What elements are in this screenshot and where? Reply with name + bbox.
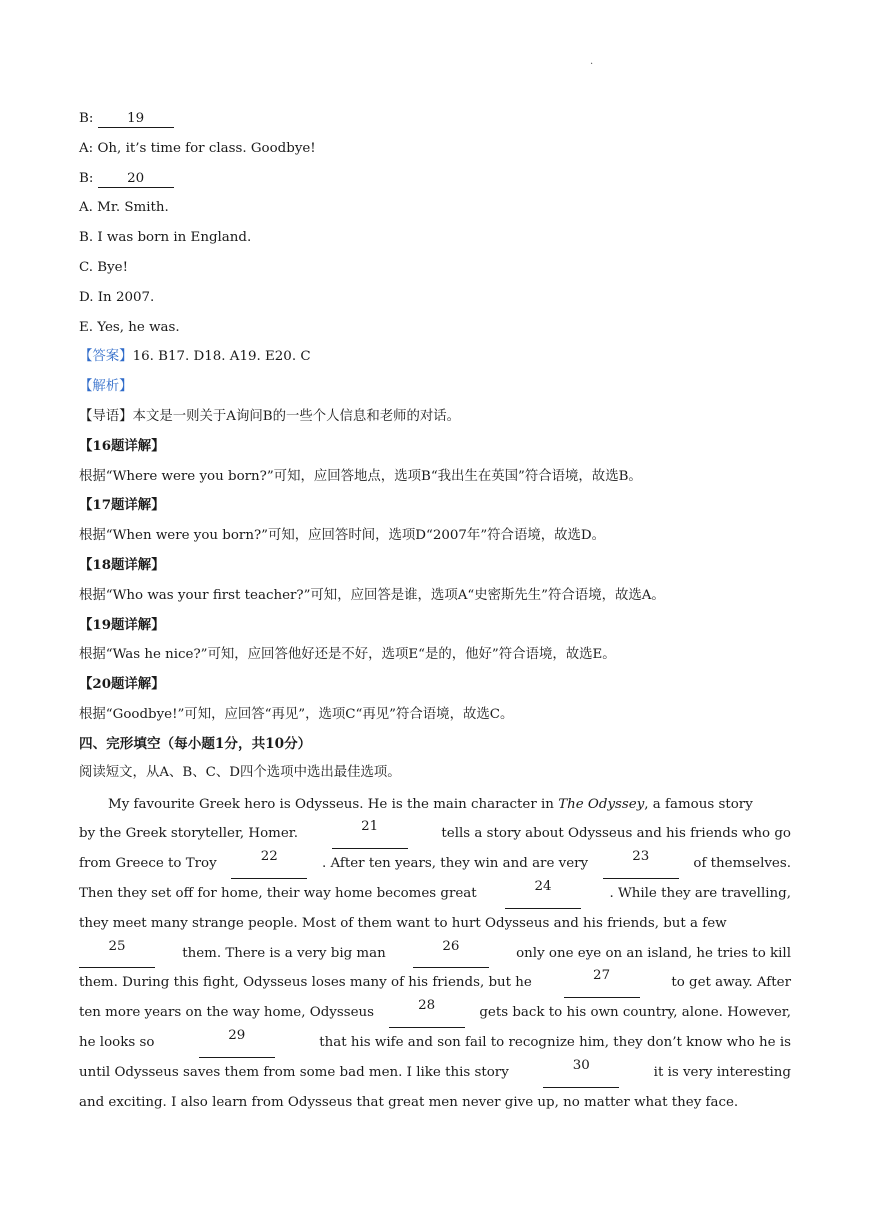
passage-line-4: [79, 879, 791, 909]
detail-16-text: 根据“Where were you born?”可知，应回答地点，选项B“我出生在英国”符合语境，故选B。: [79, 468, 642, 484]
detail-17-title: 【17题详解】: [79, 497, 165, 514]
passage-line-3: [79, 849, 791, 879]
passage-line-2: [79, 819, 791, 849]
dialogue-text: Oh, it’s time for class. Goodbye!: [97, 140, 316, 156]
detail-19-text: 根据“Was he nice?”可知，应回答他好还是不好，选项E“是的，他好”符合语境，故选E。: [79, 647, 616, 663]
passage-text: gets back to his own country, alone. However,: [479, 1005, 791, 1021]
detail-20-text: 根据“Goodbye!”可知，应回答“再见”，选项C“再见”符合语境，故选C。: [79, 706, 514, 722]
passage-text: from Greece to Troy: [79, 856, 217, 872]
option-a: A. Mr. Smith.: [79, 200, 169, 216]
blank-27: 27: [564, 968, 640, 998]
blank-26: 26: [413, 939, 489, 969]
passage-text: them. There is a very big man: [182, 945, 386, 961]
passage-line-6: [79, 939, 791, 969]
passage-line-9: [79, 1028, 791, 1058]
passage-text: until Odysseus saves them from some bad men. I like this story: [79, 1064, 509, 1080]
blank-25: 25: [79, 939, 155, 969]
passage-text: them. During this fight, Odysseus loses many of his friends, but he: [79, 975, 532, 991]
blank-24: 24: [505, 879, 581, 909]
passage-text: they meet many strange people. Most of them want to hurt Odysseus and his friends, but a few: [79, 915, 727, 931]
passage-text: to get away. After: [671, 975, 791, 991]
option-e: E. Yes, he was.: [79, 319, 180, 335]
book-title: The Odyssey: [558, 796, 645, 812]
passage-text: My favourite Greek hero is Odysseus. He is the main character in: [108, 796, 559, 812]
section-4-title: 四、完形填空（每小题1分，共10分）: [79, 735, 312, 752]
detail-19-title: 【19题详解】: [79, 616, 165, 633]
passage-text: and exciting. I also learn from Odysseus that great men never give up, no matter what they face.: [79, 1094, 739, 1110]
passage-line-7: [79, 968, 791, 998]
passage-line-1: [79, 790, 791, 820]
blank-20: 20: [98, 171, 174, 188]
blank-22: 22: [231, 849, 307, 879]
answer-line: [79, 342, 791, 372]
detail-16-title: 【16题详解】: [79, 437, 165, 454]
blank-19: 19: [98, 111, 174, 128]
passage-line-11: [79, 1088, 791, 1118]
speaker: B:: [79, 170, 94, 186]
blank-30: 30: [543, 1058, 619, 1088]
blank-28: 28: [389, 998, 465, 1028]
passage-text: he looks so: [79, 1034, 155, 1050]
passage-text: it is very interesting: [653, 1064, 791, 1080]
option-b: B. I was born in England.: [79, 230, 252, 246]
passage-text: , a famous story: [644, 796, 753, 812]
passage-text: only one eye on an island, he tries to kill: [516, 945, 791, 961]
detail-17-text: 根据“When were you born?”可知，应回答时间，选项D“2007年”符合语境，故选D。: [79, 528, 606, 544]
detail-18-text: 根据“Who was your first teacher?”可知，应回答是谁，选项A“史密斯先生”符合语境，故选A。: [79, 587, 665, 603]
option-c: C. Bye!: [79, 259, 128, 275]
blank-21: 21: [332, 819, 408, 849]
cloze-passage: [79, 790, 791, 1118]
answer-tag: 【答案】: [79, 349, 133, 365]
detail-20-title: 【20题详解】: [79, 676, 165, 693]
dialogue-line-a: [79, 134, 791, 164]
speaker: A:: [79, 140, 94, 156]
option-d: D. In 2007.: [79, 289, 155, 305]
dialogue-line-b20: [79, 164, 791, 194]
guide-text: 【导语】本文是一则关于A询问B的一些个人信息和老师的对话。: [79, 408, 461, 424]
analysis-tag: 【解析】: [79, 379, 133, 395]
passage-text: Then they set off for home, their way home becomes great: [79, 885, 477, 901]
passage-text: that his wife and son fail to recognize him, they don’t know who he is: [319, 1034, 791, 1050]
answer-text: 16. B17. D18. A19. E20. C: [132, 349, 311, 365]
blank-23: 23: [603, 849, 679, 879]
passage-text: of themselves.: [693, 856, 791, 872]
passage-text: tells a story about Odysseus and his friends who go: [441, 826, 791, 842]
passage-text: by the Greek storyteller, Homer.: [79, 826, 298, 842]
passage-text: ten more years on the way home, Odysseus: [79, 1005, 375, 1021]
detail-18-title: 【18题详解】: [79, 556, 165, 573]
document-body: [79, 104, 791, 1117]
passage-line-5: [79, 909, 791, 939]
passage-line-8: [79, 998, 791, 1028]
passage-line-10: [79, 1058, 791, 1088]
speaker: B:: [79, 111, 94, 126]
page-mark: .: [590, 56, 594, 67]
passage-text: . While they are travelling,: [609, 885, 791, 901]
passage-text: . After ten years, they win and are very: [321, 856, 589, 872]
dialogue-line-b19: [79, 104, 791, 134]
section-4-instruction: 阅读短文，从A、B、C、D四个选项中选出最佳选项。: [79, 764, 401, 780]
blank-29: 29: [199, 1028, 275, 1058]
